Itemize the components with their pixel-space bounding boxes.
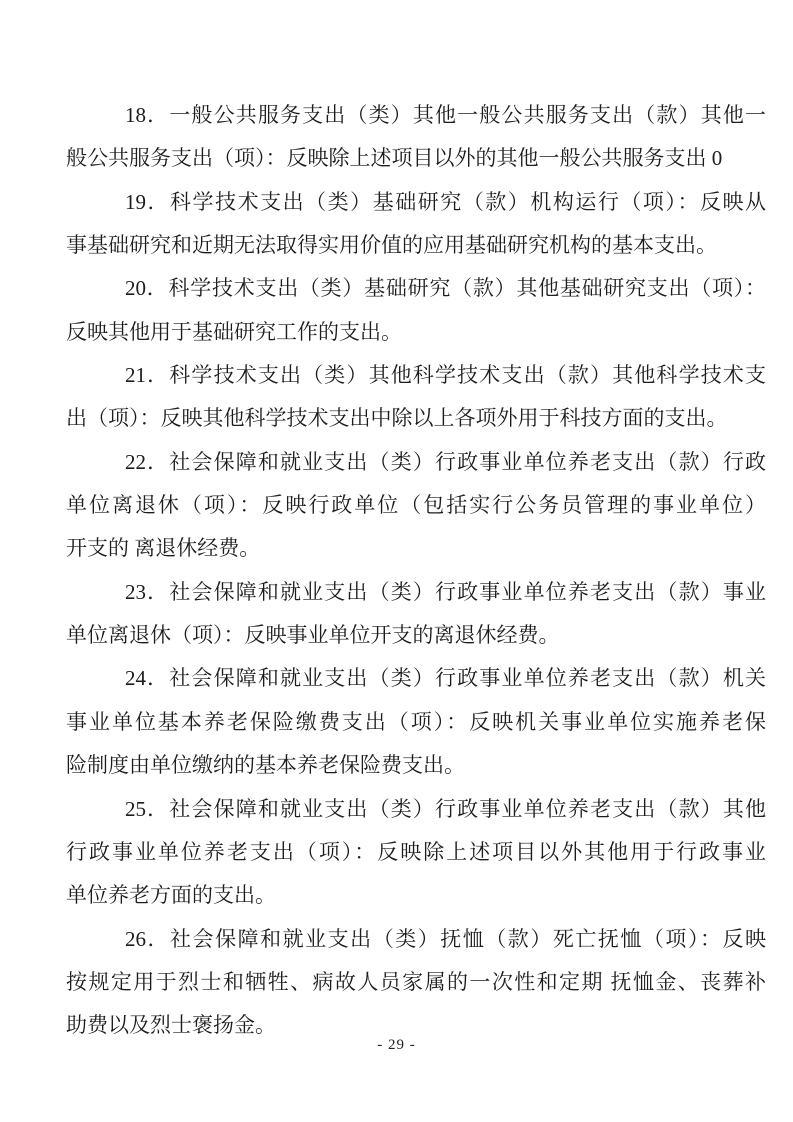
text-line: 险制度由单位缴纳的基本养老保险费支出。 xyxy=(66,753,465,778)
text-line: 出（项）：反映其他科学技术支出中除以上各项外用于科技方面的支出。 xyxy=(66,406,728,431)
text-line: 21．科学技术支出（类）其他科学技术支出（款）其他科学技术支 xyxy=(125,363,766,388)
text-line: 单位离退休（项）：反映事业单位开支的离退休经费。 xyxy=(66,623,560,648)
text-line: 19．科学技术支出（类）基础研究（款）机构运行（项）：反映从 xyxy=(125,189,766,214)
text-line: 22．社会保障和就业支出（类）行政事业单位养老支出（款）行政 xyxy=(125,449,766,474)
text-line: 25．社会保障和就业支出（类）行政事业单位养老支出（款）其他 xyxy=(125,796,766,821)
text-line: 26．社会保障和就业支出（类）抚恤（款）死亡抚恤（项）：反映 xyxy=(125,926,766,951)
text-line: 助费以及烈士褒扬金。 xyxy=(66,1013,276,1038)
text-line: 单位养老方面的支出。 xyxy=(66,883,276,908)
paragraph-21 xyxy=(66,354,766,441)
text-line: 单位离退休（项）：反映行政单位（包括实行公务员管理的事业单位） xyxy=(66,493,766,518)
text-line: 24．社会保障和就业支出（类）行政事业单位养老支出（款）机关 xyxy=(125,666,766,691)
text-line: 20．科学技术支出（类）基础研究（款）其他基础研究支出（项）： xyxy=(125,276,766,301)
paragraph-25 xyxy=(66,788,766,918)
text-line: 23．社会保障和就业支出（类）行政事业单位养老支出（款）事业 xyxy=(125,579,766,604)
text-line: 18．一般公共服务支出（类）其他一般公共服务支出（款）其他一 xyxy=(125,103,766,127)
text-line: 按规定用于烈士和牺牲、病故人员家属的一次性和定期 抚恤金、丧葬补 xyxy=(66,969,766,994)
text-line: 行政事业单位养老支出（项）：反映除上述项目以外其他用于行政事业 xyxy=(66,839,766,864)
paragraph-26 xyxy=(66,918,766,1048)
paragraph-20 xyxy=(66,267,766,354)
text-line: 般公共服务支出（项）：反映除上述项目以外的其他一般公共服务支出 0 xyxy=(66,146,723,171)
paragraph-22 xyxy=(66,441,766,571)
text-line: 事业单位基本养老保险缴费支出（项）：反映机关事业单位实施养老保 xyxy=(66,709,766,734)
paragraph-23 xyxy=(66,571,766,658)
paragraph-24 xyxy=(66,657,766,787)
text-line: 事基础研究和近期无法取得实用价值的应用基础研究机构的基本支出。 xyxy=(66,233,717,258)
paragraph-18 xyxy=(66,94,766,181)
page-number: - 29 - xyxy=(377,1037,416,1053)
text-line: 反映其他用于基础研究工作的支出。 xyxy=(66,319,402,344)
paragraph-19 xyxy=(66,181,766,268)
document-body xyxy=(66,94,766,1048)
text-line: 开支的 离退休经费。 xyxy=(66,536,261,561)
